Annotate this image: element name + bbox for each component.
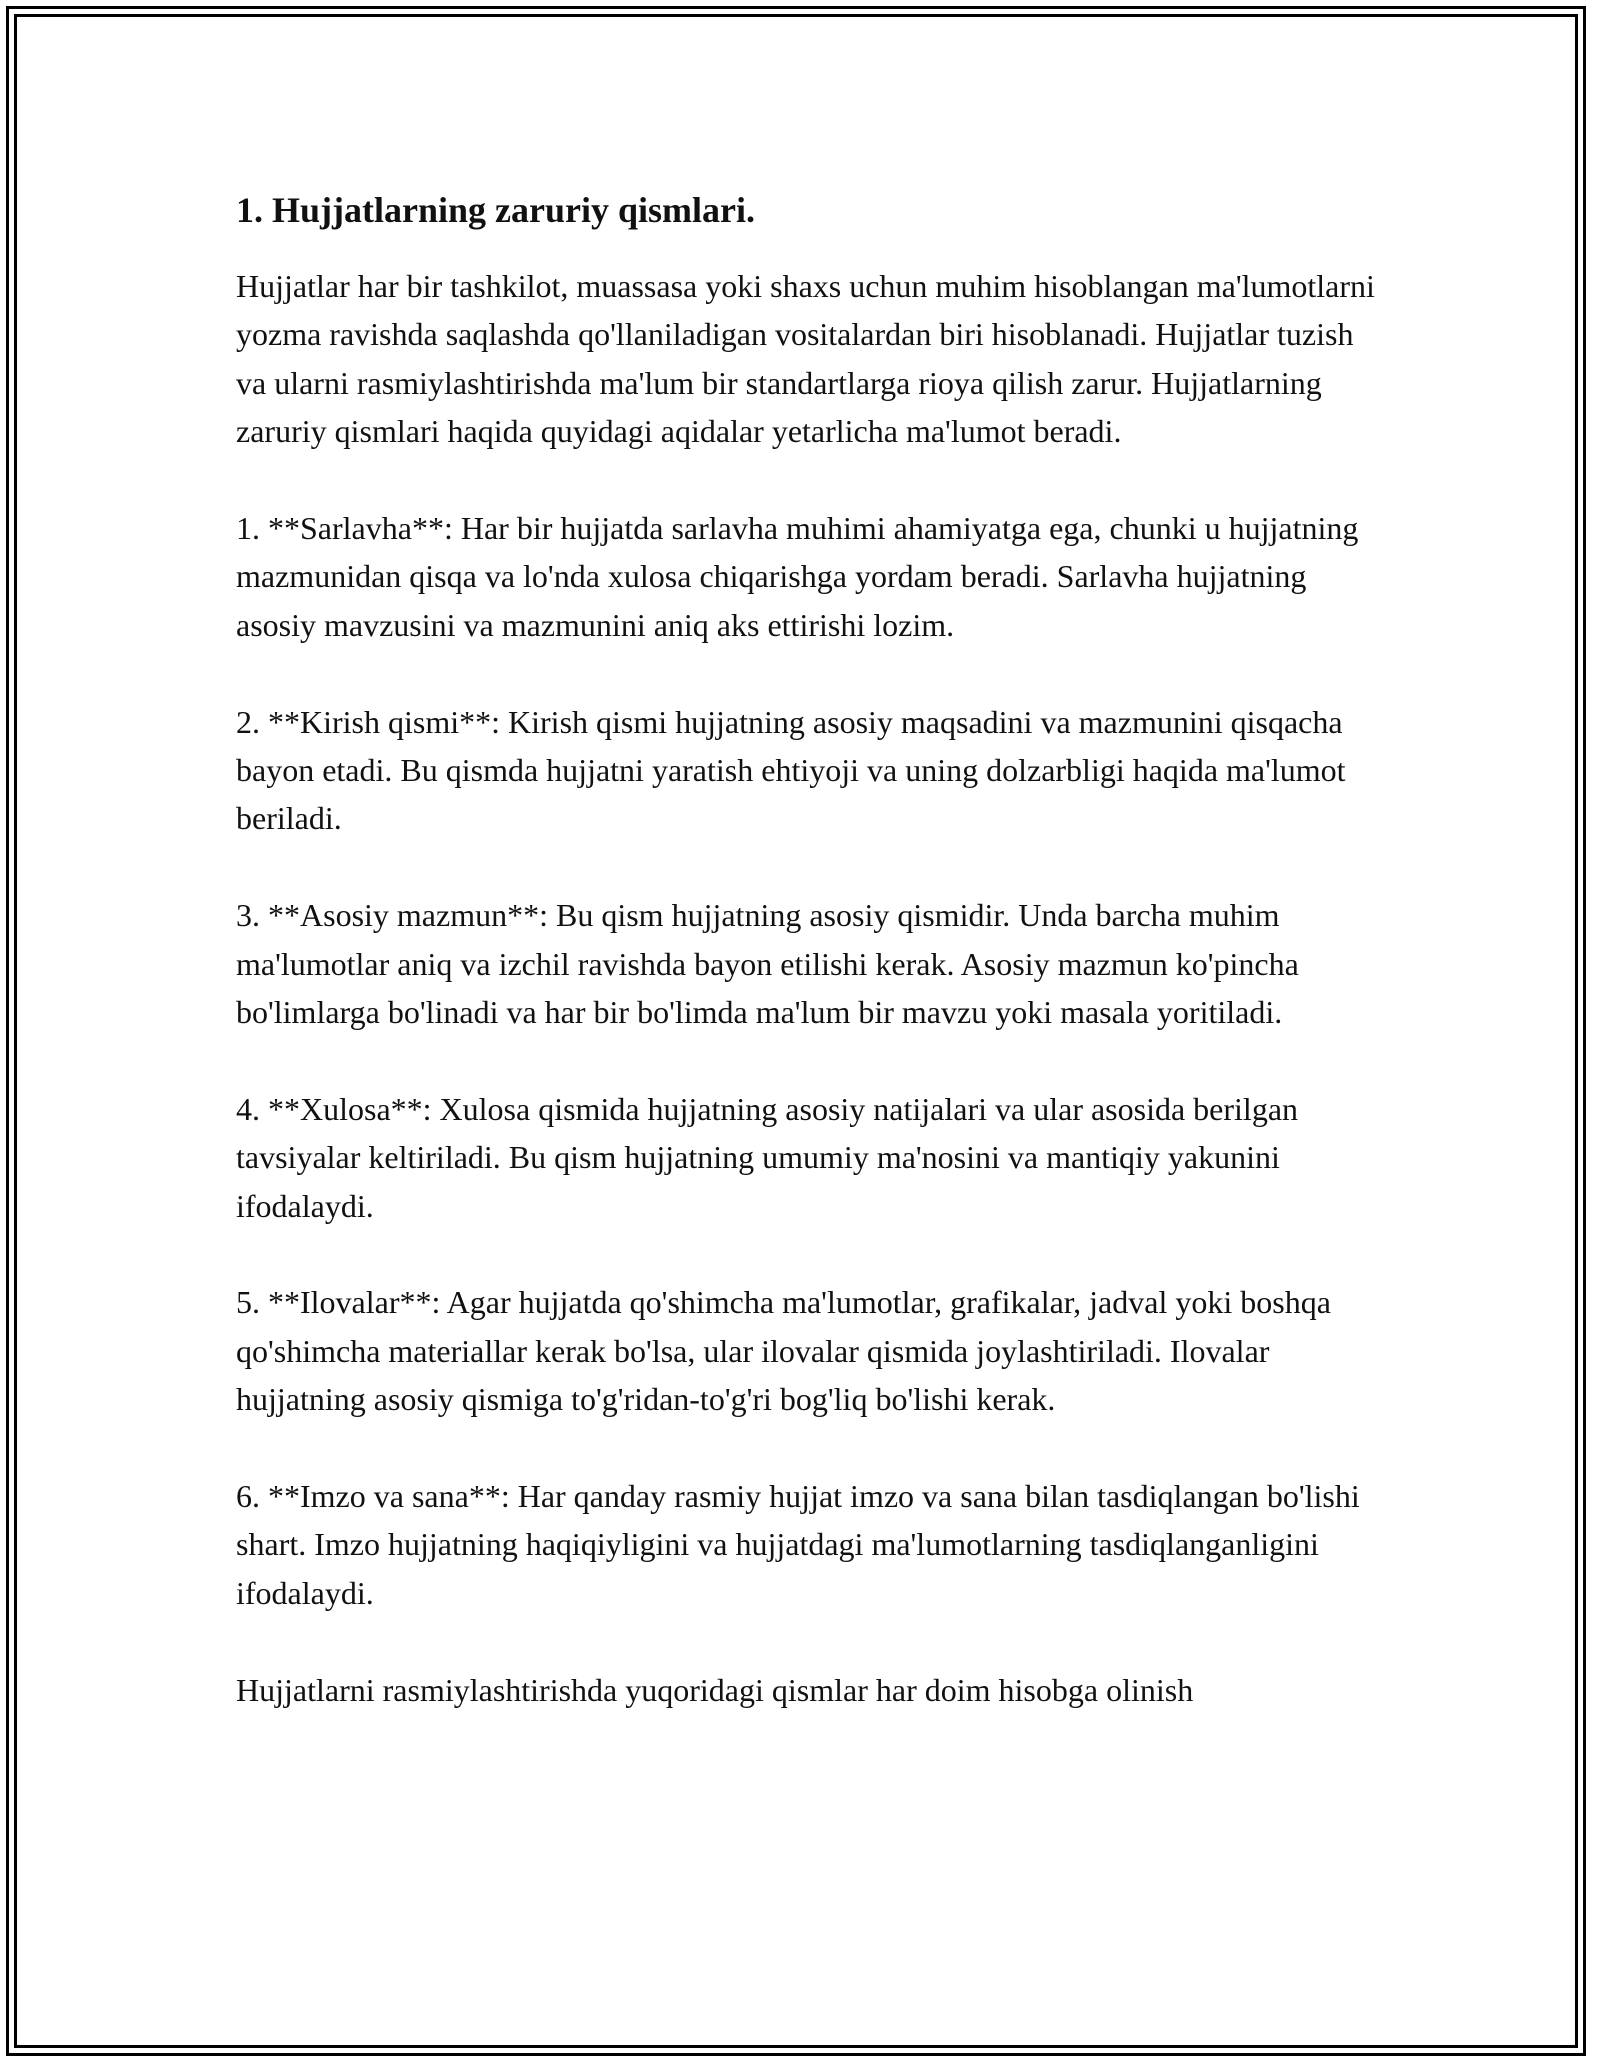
- intro-paragraph: Hujjatlar har bir tashkilot, muassasa yoki shaxs uchun muhim hisoblangan ma'lumotlarni yozma ravishda saqlashda qo'llaniladigan vositalardan biri hisoblanadi. Hujjatlar tuzish va ularni rasmiylashtirishda ma'lum bir standartlarga rioya qilish zarur. Hujjatlarning zaruriy qismlari haqida quyidagi aqidalar yetarlicha ma'lumot beradi.: [236, 268, 1375, 450]
- section-imzo-sana-paragraph: 6. **Imzo va sana**: Har qanday rasmiy hujjat imzo va sana bilan tasdiqlangan bo'lishi shart. Imzo hujjatning haqiqiyligini va hujjatdagi ma'lumotlarning tasdiqlanganligini ifodalaydi.: [236, 1478, 1360, 1611]
- section-ilovalar-paragraph: 5. **Ilovalar**: Agar hujjatda qo'shimcha ma'lumotlar, grafikalar, jadval yoki boshqa qo'shimcha materiallar kerak bo'lsa, ular ilovalar qismida joylashtiriladi. Ilovalar hujjatning asosiy qismiga to'g'ridan-to'g'ri bog'liq bo'lishi kerak.: [236, 1284, 1331, 1418]
- document-body: [236, 186, 1376, 1714]
- document-title: 1. Hujjatlarning zaruriy qismlari.: [236, 190, 755, 230]
- section-kirish-paragraph: 2. **Kirish qismi**: Kirish qismi hujjatning asosiy maqsadini va mazmunini qisqacha bayon etadi. Bu qismda hujjatni yaratish ehtiyoji va uning dolzarbligi haqida ma'lumot beriladi.: [236, 703, 1346, 837]
- section-asosiy-mazmun-paragraph: 3. **Asosiy mazmun**: Bu qism hujjatning asosiy qismidir. Unda barcha muhim ma'lumotlar aniq va izchil ravishda bayon etilishi kerak. Asosiy mazmun ko'pincha bo'limlarga bo'linadi va har bir bo'limda ma'lum bir mavzu yoki masala yoritiladi.: [236, 897, 1299, 1031]
- section-sarlavha-paragraph: 1. **Sarlavha**: Har bir hujjatda sarlavha muhimi ahamiyatga ega, chunki u hujjatning mazmunidan qisqa va lo'nda xulosa chiqarishga yordam beradi. Sarlavha hujjatning asosiy mavzusini va mazmunini aniq aks ettirishi lozim.: [236, 510, 1359, 643]
- section-xulosa-paragraph: 4. **Xulosa**: Xulosa qismida hujjatning asosiy natijalari va ular asosida berilgan tavsiyalar keltiriladi. Bu qism hujjatning umumiy ma'nosini va mantiqiy yakunini ifodalaydi.: [236, 1090, 1299, 1224]
- closing-paragraph: Hujjatlarni rasmiylashtirishda yuqoridagi qismlar har doim hisobga olinish: [236, 1671, 1194, 1708]
